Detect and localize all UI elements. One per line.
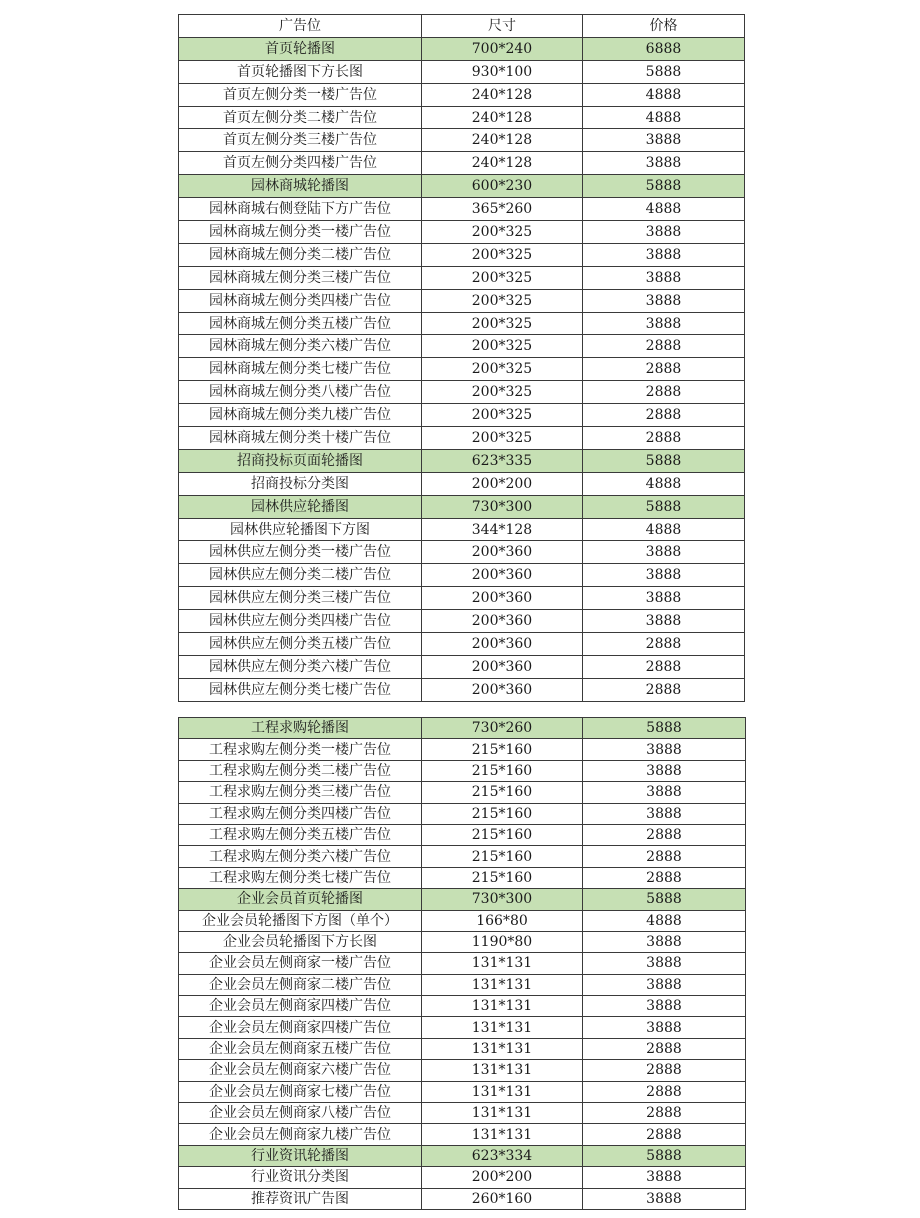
size-cell: 365*260 — [422, 198, 583, 221]
ad-slot-cell: 工程求购左侧分类四楼广告位 — [179, 803, 422, 824]
ad-price-table-2 — [178, 717, 746, 1210]
ad-slot-cell: 园林商城右侧登陆下方广告位 — [179, 198, 422, 221]
ad-slot-cell: 企业会员左侧商家一楼广告位 — [179, 953, 422, 974]
size-cell: 131*131 — [422, 1103, 583, 1124]
ad-price-table-1 — [178, 14, 745, 702]
ad-slot-cell: 园林商城左侧分类九楼广告位 — [179, 404, 422, 427]
size-cell: 215*160 — [422, 824, 583, 845]
ad-slot-cell: 园林商城左侧分类七楼广告位 — [179, 358, 422, 381]
table-row — [179, 312, 745, 335]
table-row — [179, 518, 745, 541]
ad-slot-cell: 首页左侧分类四楼广告位 — [179, 152, 422, 175]
ad-slot-cell: 企业会员左侧商家五楼广告位 — [179, 1038, 422, 1059]
price-cell: 2888 — [583, 1060, 746, 1081]
size-cell: 240*128 — [422, 106, 583, 129]
ad-slot-cell: 企业会员左侧商家九楼广告位 — [179, 1124, 422, 1145]
price-cell: 3888 — [583, 312, 745, 335]
price-cell: 2888 — [583, 846, 746, 867]
table-row — [179, 564, 745, 587]
size-cell: 200*360 — [422, 678, 583, 701]
price-cell: 4888 — [583, 198, 745, 221]
size-cell: 215*160 — [422, 846, 583, 867]
ad-slot-cell: 工程求购左侧分类五楼广告位 — [179, 824, 422, 845]
price-cell: 3888 — [583, 974, 746, 995]
price-cell: 3888 — [583, 1017, 746, 1038]
price-cell: 5888 — [583, 718, 746, 739]
size-cell: 131*131 — [422, 1060, 583, 1081]
size-cell: 215*160 — [422, 782, 583, 803]
table-1-body — [179, 15, 745, 702]
ad-slot-cell: 企业会员首页轮播图 — [179, 889, 422, 910]
size-cell: 200*200 — [422, 472, 583, 495]
price-cell: 3888 — [583, 266, 745, 289]
price-cell: 3888 — [583, 587, 745, 610]
size-cell: 200*325 — [422, 312, 583, 335]
size-cell: 200*200 — [422, 1167, 583, 1188]
price-cell: 3888 — [583, 564, 745, 587]
price-cell: 4888 — [583, 106, 745, 129]
price-cell: 5888 — [583, 495, 745, 518]
table-row — [179, 495, 745, 518]
size-cell: 215*160 — [422, 803, 583, 824]
ad-slot-cell: 园林商城左侧分类六楼广告位 — [179, 335, 422, 358]
ad-slot-cell: 工程求购左侧分类六楼广告位 — [179, 846, 422, 867]
price-cell: 3888 — [583, 953, 746, 974]
price-cell: 3888 — [583, 782, 746, 803]
table-row — [179, 739, 746, 760]
table-header-row — [179, 15, 745, 38]
price-cell: 2888 — [583, 1038, 746, 1059]
table-row — [179, 846, 746, 867]
ad-slot-cell: 园林供应左侧分类一楼广告位 — [179, 541, 422, 564]
table-row — [179, 678, 745, 701]
size-cell: 200*325 — [422, 427, 583, 450]
ad-slot-cell: 招商投标分类图 — [179, 472, 422, 495]
ad-slot-cell: 工程求购左侧分类三楼广告位 — [179, 782, 422, 803]
ad-slot-cell: 企业会员轮播图下方长图 — [179, 931, 422, 952]
table-2-body — [179, 718, 746, 1210]
header-size: 尺寸 — [422, 15, 583, 38]
price-cell: 3888 — [583, 803, 746, 824]
table-row — [179, 953, 746, 974]
size-cell: 200*360 — [422, 610, 583, 633]
ad-slot-cell: 行业资讯轮播图 — [179, 1145, 422, 1166]
price-cell: 3888 — [583, 760, 746, 781]
size-cell: 600*230 — [422, 175, 583, 198]
ad-slot-cell: 园林供应左侧分类三楼广告位 — [179, 587, 422, 610]
price-cell: 3888 — [583, 129, 745, 152]
price-cell: 2888 — [583, 1124, 746, 1145]
price-cell: 2888 — [583, 678, 745, 701]
size-cell: 623*335 — [422, 449, 583, 472]
price-cell: 3888 — [583, 152, 745, 175]
ad-slot-cell: 园林商城轮播图 — [179, 175, 422, 198]
table-row — [179, 889, 746, 910]
ad-slot-cell: 推荐资讯广告图 — [179, 1188, 422, 1209]
size-cell: 131*131 — [422, 1124, 583, 1145]
table-row — [179, 1145, 746, 1166]
size-cell: 200*325 — [422, 221, 583, 244]
ad-slot-cell: 园林商城左侧分类五楼广告位 — [179, 312, 422, 335]
table-row — [179, 910, 746, 931]
ad-slot-cell: 招商投标页面轮播图 — [179, 449, 422, 472]
table-row — [179, 198, 745, 221]
size-cell: 240*128 — [422, 152, 583, 175]
table-row — [179, 175, 745, 198]
price-cell: 5888 — [583, 889, 746, 910]
price-cell: 4888 — [583, 910, 746, 931]
table-row — [179, 221, 745, 244]
price-cell: 3888 — [583, 221, 745, 244]
table-row — [179, 1038, 746, 1059]
price-cell: 5888 — [583, 175, 745, 198]
price-cell: 3888 — [583, 931, 746, 952]
size-cell: 200*360 — [422, 655, 583, 678]
price-cell: 2888 — [583, 655, 745, 678]
table-row — [179, 37, 745, 60]
size-cell: 200*325 — [422, 404, 583, 427]
size-cell: 240*128 — [422, 129, 583, 152]
size-cell: 700*240 — [422, 37, 583, 60]
size-cell: 200*325 — [422, 243, 583, 266]
price-cell: 3888 — [583, 243, 745, 266]
price-cell: 6888 — [583, 37, 745, 60]
table-row — [179, 358, 745, 381]
price-cell: 5888 — [583, 449, 745, 472]
size-cell: 166*80 — [422, 910, 583, 931]
size-cell: 260*160 — [422, 1188, 583, 1209]
size-cell: 215*160 — [422, 867, 583, 888]
table-row — [179, 610, 745, 633]
size-cell: 200*325 — [422, 289, 583, 312]
size-cell: 623*334 — [422, 1145, 583, 1166]
price-cell: 2888 — [583, 404, 745, 427]
ad-slot-cell: 首页左侧分类一楼广告位 — [179, 83, 422, 106]
ad-slot-cell: 园林供应轮播图 — [179, 495, 422, 518]
header-ad-slot: 广告位 — [179, 15, 422, 38]
size-cell: 131*131 — [422, 974, 583, 995]
size-cell: 200*325 — [422, 358, 583, 381]
table-row — [179, 1103, 746, 1124]
ad-slot-cell: 企业会员左侧商家七楼广告位 — [179, 1081, 422, 1102]
table-row — [179, 803, 746, 824]
table-row — [179, 152, 745, 175]
table-row — [179, 1081, 746, 1102]
price-cell: 5888 — [583, 60, 745, 83]
price-cell: 3888 — [583, 541, 745, 564]
price-cell: 2888 — [583, 633, 745, 656]
price-cell: 2888 — [583, 335, 745, 358]
table-row — [179, 129, 745, 152]
table-row — [179, 760, 746, 781]
price-cell: 3888 — [583, 1167, 746, 1188]
ad-slot-cell: 首页左侧分类二楼广告位 — [179, 106, 422, 129]
ad-slot-cell: 园林商城左侧分类一楼广告位 — [179, 221, 422, 244]
size-cell: 200*325 — [422, 266, 583, 289]
size-cell: 215*160 — [422, 760, 583, 781]
price-cell: 2888 — [583, 1103, 746, 1124]
price-cell: 4888 — [583, 83, 745, 106]
ad-slot-cell: 园林供应左侧分类二楼广告位 — [179, 564, 422, 587]
ad-slot-cell: 园林供应轮播图下方图 — [179, 518, 422, 541]
table-row — [179, 718, 746, 739]
price-cell: 2888 — [583, 867, 746, 888]
size-cell: 200*360 — [422, 587, 583, 610]
price-cell: 3888 — [583, 610, 745, 633]
table-row — [179, 472, 745, 495]
size-cell: 730*300 — [422, 889, 583, 910]
ad-slot-cell: 工程求购左侧分类一楼广告位 — [179, 739, 422, 760]
size-cell: 215*160 — [422, 739, 583, 760]
price-cell: 4888 — [583, 472, 745, 495]
table-row — [179, 1060, 746, 1081]
size-cell: 240*128 — [422, 83, 583, 106]
table-row — [179, 655, 745, 678]
table-row — [179, 289, 745, 312]
size-cell: 200*360 — [422, 541, 583, 564]
ad-slot-cell: 企业会员左侧商家六楼广告位 — [179, 1060, 422, 1081]
size-cell: 200*360 — [422, 564, 583, 587]
table-row — [179, 1017, 746, 1038]
size-cell: 344*128 — [422, 518, 583, 541]
ad-slot-cell: 园林商城左侧分类十楼广告位 — [179, 427, 422, 450]
table-row — [179, 404, 745, 427]
header-price: 价格 — [583, 15, 745, 38]
size-cell: 730*300 — [422, 495, 583, 518]
ad-slot-cell: 工程求购左侧分类七楼广告位 — [179, 867, 422, 888]
price-cell: 3888 — [583, 996, 746, 1017]
table-row — [179, 867, 746, 888]
ad-slot-cell: 企业会员左侧商家八楼广告位 — [179, 1103, 422, 1124]
table-row — [179, 449, 745, 472]
table-row — [179, 427, 745, 450]
size-cell: 730*260 — [422, 718, 583, 739]
ad-slot-cell: 园林供应左侧分类四楼广告位 — [179, 610, 422, 633]
ad-slot-cell: 园林供应左侧分类六楼广告位 — [179, 655, 422, 678]
table-row — [179, 1167, 746, 1188]
price-cell: 2888 — [583, 1081, 746, 1102]
ad-slot-cell: 企业会员轮播图下方图（单个） — [179, 910, 422, 931]
ad-slot-cell: 园林商城左侧分类三楼广告位 — [179, 266, 422, 289]
size-cell: 131*131 — [422, 1017, 583, 1038]
table-row — [179, 824, 746, 845]
ad-slot-cell: 园林供应左侧分类五楼广告位 — [179, 633, 422, 656]
table-row — [179, 335, 745, 358]
table-row — [179, 587, 745, 610]
table-row — [179, 106, 745, 129]
price-cell: 5888 — [583, 1145, 746, 1166]
table-row — [179, 974, 746, 995]
size-cell: 131*131 — [422, 1081, 583, 1102]
table-row — [179, 931, 746, 952]
size-cell: 131*131 — [422, 953, 583, 974]
table-row — [179, 1188, 746, 1209]
ad-slot-cell: 企业会员左侧商家四楼广告位 — [179, 996, 422, 1017]
ad-slot-cell: 企业会员左侧商家二楼广告位 — [179, 974, 422, 995]
ad-slot-cell: 园林商城左侧分类八楼广告位 — [179, 381, 422, 404]
ad-slot-cell: 行业资讯分类图 — [179, 1167, 422, 1188]
table-row — [179, 782, 746, 803]
size-cell: 131*131 — [422, 1038, 583, 1059]
price-cell: 3888 — [583, 1188, 746, 1209]
table-row — [179, 60, 745, 83]
ad-slot-cell: 企业会员左侧商家四楼广告位 — [179, 1017, 422, 1038]
price-cell: 3888 — [583, 739, 746, 760]
table-row — [179, 83, 745, 106]
ad-slot-cell: 首页左侧分类三楼广告位 — [179, 129, 422, 152]
size-cell: 200*360 — [422, 633, 583, 656]
price-cell: 2888 — [583, 824, 746, 845]
table-row — [179, 381, 745, 404]
size-cell: 1190*80 — [422, 931, 583, 952]
size-cell: 131*131 — [422, 996, 583, 1017]
size-cell: 200*325 — [422, 335, 583, 358]
price-cell: 2888 — [583, 381, 745, 404]
table-row — [179, 996, 746, 1017]
price-cell: 2888 — [583, 358, 745, 381]
ad-slot-cell: 园林供应左侧分类七楼广告位 — [179, 678, 422, 701]
ad-slot-cell: 工程求购轮播图 — [179, 718, 422, 739]
table-row — [179, 541, 745, 564]
size-cell: 930*100 — [422, 60, 583, 83]
price-cell: 3888 — [583, 289, 745, 312]
table-row — [179, 633, 745, 656]
ad-slot-cell: 首页轮播图下方长图 — [179, 60, 422, 83]
table-row — [179, 243, 745, 266]
price-cell: 4888 — [583, 518, 745, 541]
price-cell: 2888 — [583, 427, 745, 450]
ad-slot-cell: 园林商城左侧分类四楼广告位 — [179, 289, 422, 312]
ad-slot-cell: 首页轮播图 — [179, 37, 422, 60]
table-row — [179, 266, 745, 289]
ad-slot-cell: 园林商城左侧分类二楼广告位 — [179, 243, 422, 266]
size-cell: 200*325 — [422, 381, 583, 404]
table-row — [179, 1124, 746, 1145]
ad-slot-cell: 工程求购左侧分类二楼广告位 — [179, 760, 422, 781]
